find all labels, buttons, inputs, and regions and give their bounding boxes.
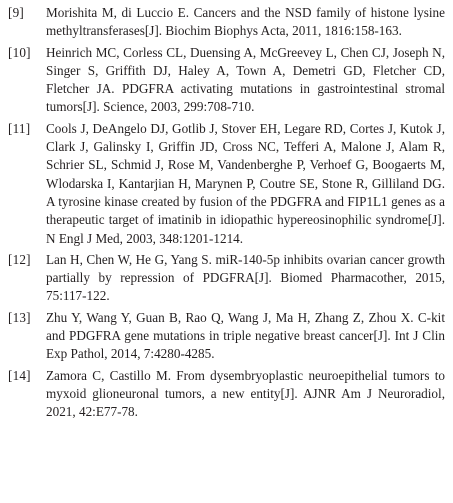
reference-item [8, 309, 445, 364]
reference-item [8, 120, 445, 248]
reference-number: [12] [8, 251, 31, 267]
reference-text: Zhu Y, Wang Y, Guan B, Rao Q, Wang J, Ma H, Zhang Z, Zhou X. C-kit and PDGFRA gene mutations in triple negative breast cancer[J]. Int J Clin Exp Pathol, 2014, 7:4280-4285. [46, 309, 445, 362]
reference-number: [14] [8, 367, 31, 383]
reference-number: [13] [8, 309, 31, 325]
reference-item [8, 251, 445, 306]
reference-item [8, 44, 445, 117]
reference-item [8, 4, 445, 41]
reference-text: Cools J, DeAngelo DJ, Gotlib J, Stover EH, Legare RD, Cortes J, Kutok J, Clark J, Galinsky I, Griffin JD, Cross NC, Tefferi A, Malone J, Alam R, Schrier SL, Schmid J, Rose M, Vandenberghe P, Verhoef G, Boogaerts M, Wlodarska I, Kantarjian H, Marynen P, Coutre SE, Stone R, Gilliland DG. A tyrosine kinase created by fusion of the PDGFRA and FIP1L1 genes as a therapeutic target of imatinib in idiopathic hypereosinophilic syndrome[J]. N Engl J Med, 2003, 348:1201-1214. [46, 120, 445, 246]
reference-number: [10] [8, 44, 31, 60]
reference-item [8, 367, 445, 422]
reference-number: [11] [8, 120, 31, 136]
reference-text: Zamora C, Castillo M. From dysembryoplastic neuroepithelial tumors to myxoid glioneuronal tumors, a new entity[J]. AJNR Am J Neuroradiol, 2021, 42:E77-78. [46, 367, 445, 420]
reference-text: Lan H, Chen W, He G, Yang S. miR-140-5p inhibits ovarian cancer growth partially by repression of PDGFRA[J]. Biomed Pharmacother, 2015, 75:117-122. [46, 251, 445, 304]
reference-text: Morishita M, di Luccio E. Cancers and the NSD family of histone lysine methyltransferases[J]. Biochim Biophys Acta, 2011, 1816:158-163. [46, 5, 445, 39]
reference-text: Heinrich MC, Corless CL, Duensing A, McGreevey L, Chen CJ, Joseph N, Singer S, Griffith DJ, Haley A, Town A, Demetri GD, Fletcher CD, Fletcher JA. PDGFRA activating mutations in gastrointestinal stromal tumors[J]. Science, 2003, 299:708-710. [46, 44, 445, 115]
reference-list [8, 4, 445, 425]
reference-number: [9] [8, 5, 24, 20]
